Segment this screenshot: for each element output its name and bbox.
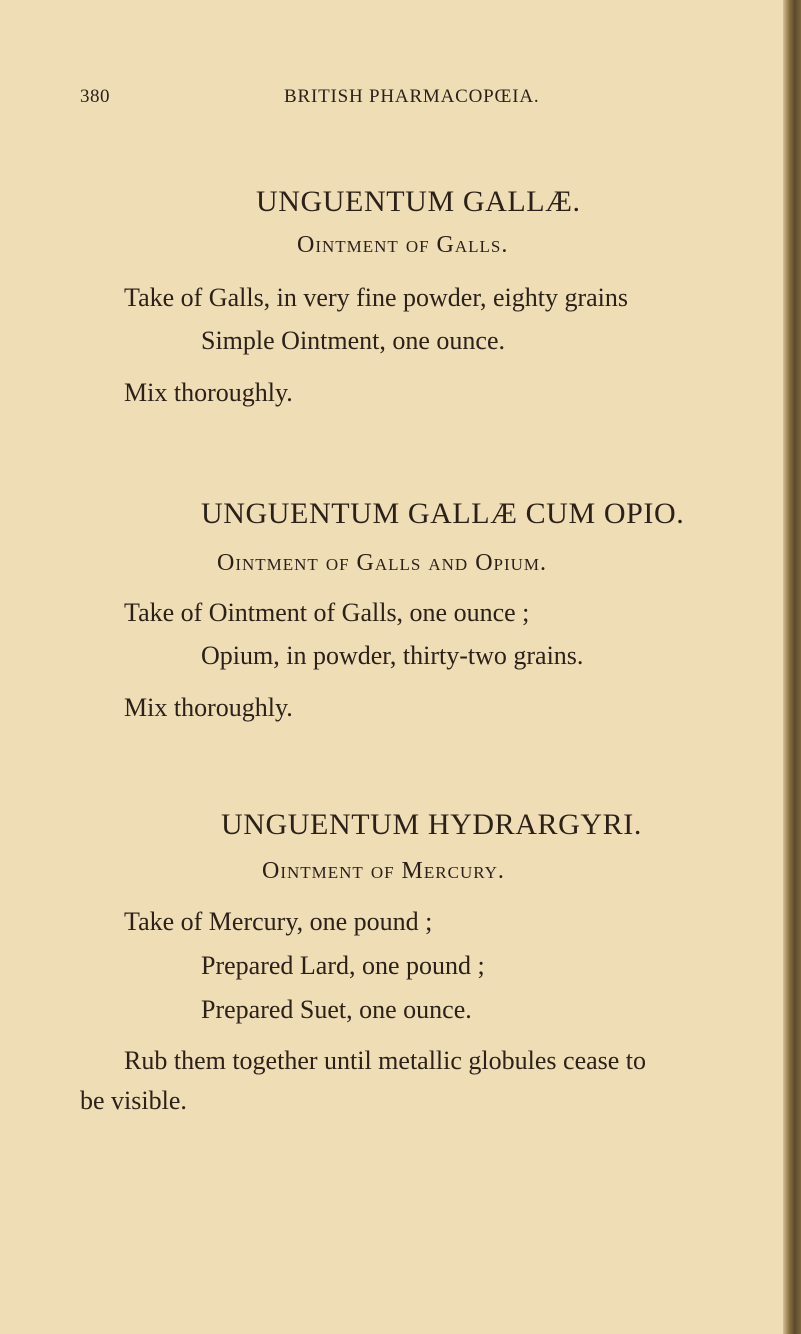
recipe-line: Opium, in powder, thirty-two grains. <box>201 641 584 670</box>
section-subtitle: Ointment of Galls and Opium. <box>217 550 548 576</box>
recipe-line: Take of Galls, in very fine powder, eighty grains <box>124 283 628 312</box>
page-number: 380 <box>80 86 110 107</box>
section-title: UNGUENTUM GALLÆ. <box>256 185 581 218</box>
recipe-line: Prepared Lard, one pound ; <box>201 951 485 980</box>
recipe-line: Take of Ointment of Galls, one ounce ; <box>124 598 530 627</box>
section-subtitle: Ointment of Galls. <box>297 232 509 258</box>
section-title: UNGUENTUM GALLÆ CUM OPIO. <box>201 497 685 530</box>
recipe-line: Take of Mercury, one pound ; <box>124 907 433 936</box>
recipe-instruction: Rub them together until metallic globules cease to <box>124 1046 647 1075</box>
page-header <box>80 86 740 114</box>
running-head: BRITISH PHARMACOPŒIA. <box>284 86 540 107</box>
recipe-instruction: Mix thoroughly. <box>124 378 293 407</box>
page-edge-shadow <box>783 0 801 1334</box>
recipe-instruction: Mix thoroughly. <box>124 693 293 722</box>
recipe-instruction-continued: be visible. <box>80 1086 187 1115</box>
recipe-line: Simple Ointment, one ounce. <box>201 326 506 355</box>
section-title: UNGUENTUM HYDRARGYRI. <box>221 808 642 841</box>
section-subtitle: Ointment of Mercury. <box>262 858 505 884</box>
recipe-line: Prepared Suet, one ounce. <box>201 995 472 1024</box>
